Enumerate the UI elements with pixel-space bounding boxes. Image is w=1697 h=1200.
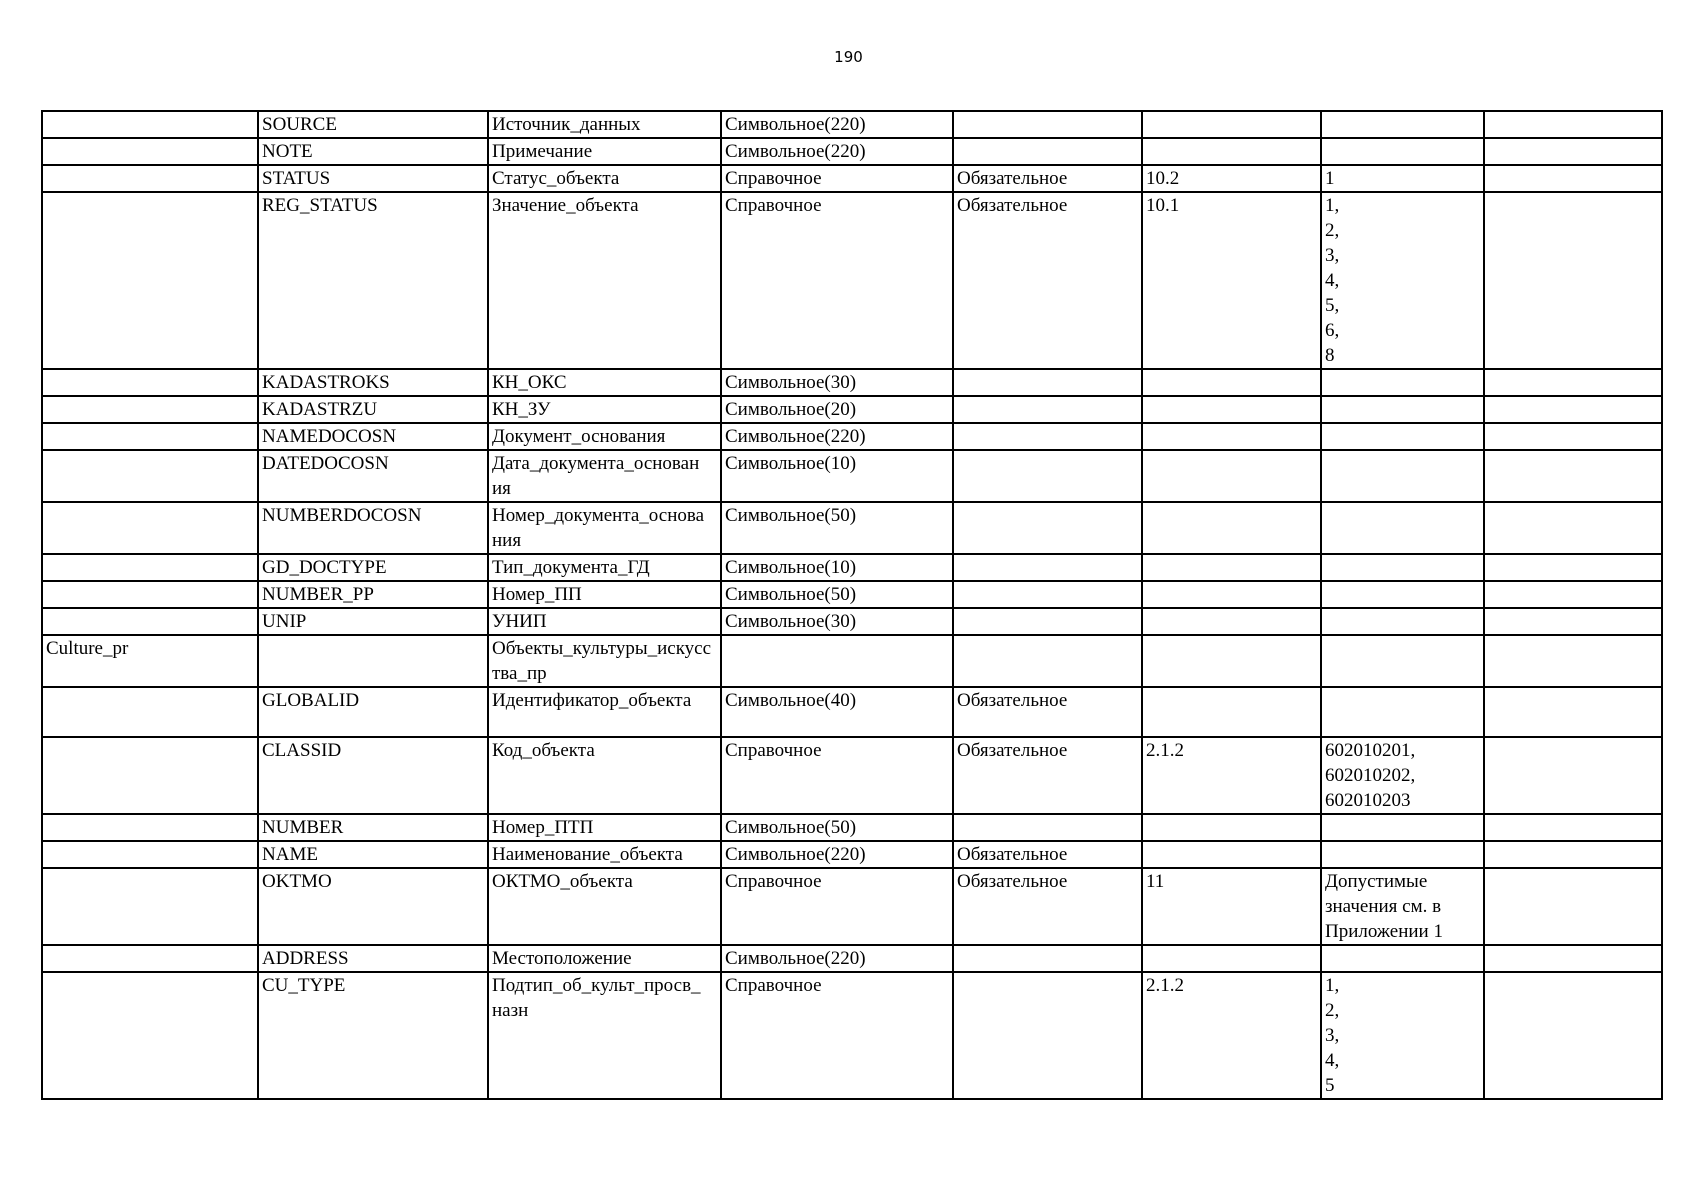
allowed-values-cell: 1, 2, 3, 4, 5 (1321, 972, 1484, 1099)
field-name-cell: NUMBERDOCOSN (258, 502, 488, 554)
allowed-values-cell (1321, 814, 1484, 841)
allowed-values-cell: 1 (1321, 165, 1484, 192)
data-type-cell: Символьное(220) (721, 945, 953, 972)
attribute-spec-table (41, 110, 1663, 1100)
note-cell (1484, 111, 1662, 138)
table-row (42, 369, 1662, 396)
note-cell (1484, 608, 1662, 635)
reference-cell (1142, 945, 1321, 972)
reference-cell (1142, 502, 1321, 554)
table-row (42, 138, 1662, 165)
data-type-cell: Справочное (721, 737, 953, 814)
table-body (42, 111, 1662, 1099)
required-cell (953, 396, 1142, 423)
field-alias-cell: Объекты_культуры_искусства_пр (488, 635, 721, 687)
field-alias-cell: Местоположение (488, 945, 721, 972)
required-cell (953, 608, 1142, 635)
group-cell (42, 396, 258, 423)
field-name-cell: DATEDOCOSN (258, 450, 488, 502)
note-cell (1484, 396, 1662, 423)
required-cell (953, 581, 1142, 608)
data-type-cell: Справочное (721, 868, 953, 945)
table-row (42, 111, 1662, 138)
page-number: 190 (834, 48, 863, 66)
allowed-values-cell (1321, 687, 1484, 737)
group-cell (42, 608, 258, 635)
table-row (42, 502, 1662, 554)
group-cell (42, 165, 258, 192)
required-cell (953, 814, 1142, 841)
required-cell (953, 369, 1142, 396)
table-row (42, 841, 1662, 868)
reference-cell (1142, 687, 1321, 737)
field-alias-cell: Идентификатор_объекта (488, 687, 721, 737)
note-cell (1484, 554, 1662, 581)
reference-cell: 11 (1142, 868, 1321, 945)
note-cell (1484, 165, 1662, 192)
group-cell (42, 868, 258, 945)
required-cell: Обязательное (953, 192, 1142, 369)
required-cell: Обязательное (953, 737, 1142, 814)
data-type-cell: Символьное(10) (721, 450, 953, 502)
table-row (42, 554, 1662, 581)
reference-cell (1142, 554, 1321, 581)
reference-cell (1142, 814, 1321, 841)
field-alias-cell: Тип_документа_ГД (488, 554, 721, 581)
field-alias-cell: Номер_документа_основа ния (488, 502, 721, 554)
data-type-cell: Справочное (721, 972, 953, 1099)
table-row (42, 608, 1662, 635)
group-cell (42, 737, 258, 814)
group-cell (42, 814, 258, 841)
data-type-cell: Символьное(50) (721, 581, 953, 608)
group-cell (42, 138, 258, 165)
data-type-cell: Символьное(220) (721, 138, 953, 165)
reference-cell (1142, 138, 1321, 165)
allowed-values-cell (1321, 841, 1484, 868)
allowed-values-cell: 602010201, 602010202, 602010203 (1321, 737, 1484, 814)
field-name-cell (258, 635, 488, 687)
allowed-values-cell (1321, 502, 1484, 554)
data-type-cell: Символьное(220) (721, 111, 953, 138)
required-cell: Обязательное (953, 165, 1142, 192)
field-name-cell: NOTE (258, 138, 488, 165)
table-row (42, 581, 1662, 608)
data-type-cell: Символьное(50) (721, 502, 953, 554)
allowed-values-cell (1321, 635, 1484, 687)
data-type-cell: Символьное(50) (721, 814, 953, 841)
table-row (42, 945, 1662, 972)
data-type-cell: Символьное(220) (721, 841, 953, 868)
field-alias-cell: Наименование_объекта (488, 841, 721, 868)
allowed-values-cell: Допустимые значения см. в Приложении 1 (1321, 868, 1484, 945)
reference-cell (1142, 369, 1321, 396)
data-type-cell: Символьное(30) (721, 369, 953, 396)
group-cell (42, 554, 258, 581)
note-cell (1484, 841, 1662, 868)
required-cell: Обязательное (953, 868, 1142, 945)
reference-cell: 2.1.2 (1142, 972, 1321, 1099)
allowed-values-cell (1321, 138, 1484, 165)
table-row (42, 972, 1662, 1099)
table-row (42, 814, 1662, 841)
field-alias-cell: Значение_объекта (488, 192, 721, 369)
allowed-values-cell (1321, 608, 1484, 635)
reference-cell: 10.2 (1142, 165, 1321, 192)
note-cell (1484, 369, 1662, 396)
note-cell (1484, 687, 1662, 737)
group-cell (42, 111, 258, 138)
group-cell (42, 423, 258, 450)
group-cell (42, 972, 258, 1099)
data-type-cell: Справочное (721, 192, 953, 369)
field-alias-cell: Номер_ПП (488, 581, 721, 608)
field-name-cell: CLASSID (258, 737, 488, 814)
allowed-values-cell: 1, 2, 3, 4, 5, 6, 8 (1321, 192, 1484, 369)
field-alias-cell: Подтип_об_культ_просв_ назн (488, 972, 721, 1099)
required-cell (953, 945, 1142, 972)
required-cell: Обязательное (953, 841, 1142, 868)
required-cell (953, 423, 1142, 450)
required-cell: Обязательное (953, 687, 1142, 737)
reference-cell: 2.1.2 (1142, 737, 1321, 814)
field-name-cell: NUMBER_PP (258, 581, 488, 608)
field-alias-cell: Документ_основания (488, 423, 721, 450)
allowed-values-cell (1321, 396, 1484, 423)
field-alias-cell: УНИП (488, 608, 721, 635)
note-cell (1484, 502, 1662, 554)
field-name-cell: REG_STATUS (258, 192, 488, 369)
required-cell (953, 111, 1142, 138)
field-alias-cell: Код_объекта (488, 737, 721, 814)
field-name-cell: KADASTRZU (258, 396, 488, 423)
table-row (42, 737, 1662, 814)
field-name-cell: SOURCE (258, 111, 488, 138)
field-name-cell: GD_DOCTYPE (258, 554, 488, 581)
field-name-cell: NAME (258, 841, 488, 868)
reference-cell (1142, 423, 1321, 450)
allowed-values-cell (1321, 369, 1484, 396)
data-type-cell: Символьное(10) (721, 554, 953, 581)
group-cell (42, 369, 258, 396)
note-cell (1484, 737, 1662, 814)
data-type-cell: Символьное(40) (721, 687, 953, 737)
note-cell (1484, 868, 1662, 945)
group-cell (42, 581, 258, 608)
data-type-cell: Символьное(220) (721, 423, 953, 450)
group-cell (42, 945, 258, 972)
field-alias-cell: Источник_данных (488, 111, 721, 138)
allowed-values-cell (1321, 581, 1484, 608)
field-alias-cell: Номер_ПТП (488, 814, 721, 841)
allowed-values-cell (1321, 450, 1484, 502)
note-cell (1484, 945, 1662, 972)
allowed-values-cell (1321, 554, 1484, 581)
data-type-cell: Справочное (721, 165, 953, 192)
field-alias-cell: Статус_объекта (488, 165, 721, 192)
allowed-values-cell (1321, 423, 1484, 450)
field-name-cell: NUMBER (258, 814, 488, 841)
note-cell (1484, 423, 1662, 450)
table-row (42, 396, 1662, 423)
group-cell (42, 502, 258, 554)
group-cell (42, 687, 258, 737)
required-cell (953, 972, 1142, 1099)
reference-cell (1142, 581, 1321, 608)
reference-cell (1142, 111, 1321, 138)
field-name-cell: NAMEDOCOSN (258, 423, 488, 450)
note-cell (1484, 192, 1662, 369)
reference-cell (1142, 608, 1321, 635)
field-name-cell: OKTMO (258, 868, 488, 945)
required-cell (953, 635, 1142, 687)
group-cell: Culture_pr (42, 635, 258, 687)
table-row (42, 687, 1662, 737)
reference-cell (1142, 450, 1321, 502)
field-name-cell: CU_TYPE (258, 972, 488, 1099)
table-row (42, 450, 1662, 502)
field-name-cell: STATUS (258, 165, 488, 192)
note-cell (1484, 635, 1662, 687)
field-name-cell: UNIP (258, 608, 488, 635)
note-cell (1484, 138, 1662, 165)
required-cell (953, 450, 1142, 502)
table-row (42, 423, 1662, 450)
data-type-cell (721, 635, 953, 687)
table-row (42, 192, 1662, 369)
note-cell (1484, 814, 1662, 841)
reference-cell: 10.1 (1142, 192, 1321, 369)
field-alias-cell: Дата_документа_основан ия (488, 450, 721, 502)
field-name-cell: ADDRESS (258, 945, 488, 972)
table-row (42, 868, 1662, 945)
table-row (42, 635, 1662, 687)
field-name-cell: GLOBALID (258, 687, 488, 737)
data-type-cell: Символьное(20) (721, 396, 953, 423)
field-alias-cell: КН_ЗУ (488, 396, 721, 423)
field-alias-cell: КН_ОКС (488, 369, 721, 396)
reference-cell (1142, 635, 1321, 687)
note-cell (1484, 972, 1662, 1099)
required-cell (953, 138, 1142, 165)
group-cell (42, 450, 258, 502)
required-cell (953, 502, 1142, 554)
allowed-values-cell (1321, 111, 1484, 138)
reference-cell (1142, 396, 1321, 423)
group-cell (42, 192, 258, 369)
data-type-cell: Символьное(30) (721, 608, 953, 635)
reference-cell (1142, 841, 1321, 868)
required-cell (953, 554, 1142, 581)
field-alias-cell: ОКТМО_объекта (488, 868, 721, 945)
field-alias-cell: Примечание (488, 138, 721, 165)
field-name-cell: KADASTROKS (258, 369, 488, 396)
allowed-values-cell (1321, 945, 1484, 972)
table-row (42, 165, 1662, 192)
note-cell (1484, 450, 1662, 502)
note-cell (1484, 581, 1662, 608)
group-cell (42, 841, 258, 868)
